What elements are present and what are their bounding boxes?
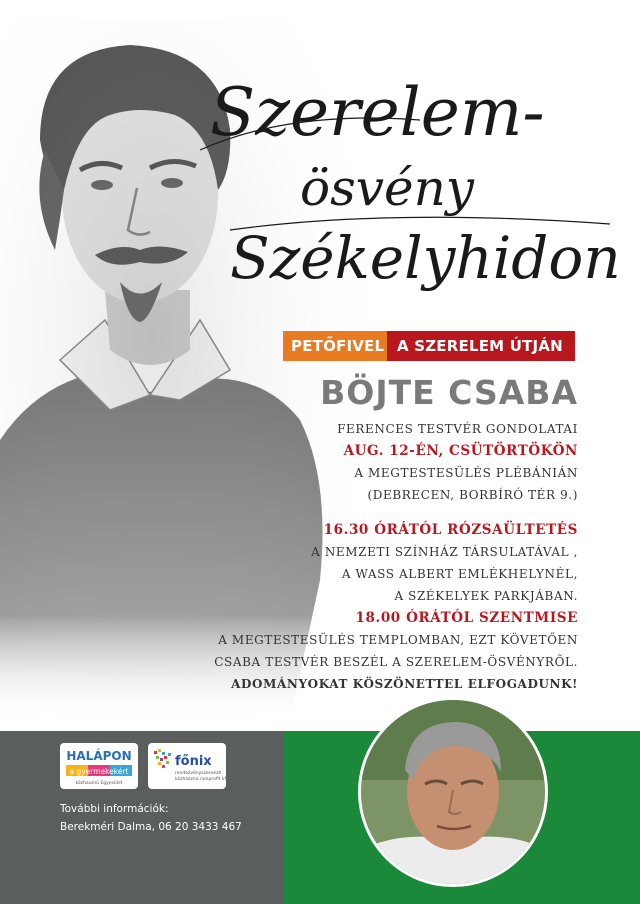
halapon-tag: a gyermekekért	[69, 767, 129, 776]
event2-line2: CSABA TESTVÉR BESZÉL A SZERELEM-ÖSVÉNYRŐL.	[214, 655, 578, 669]
title-line-3: Székelyhidon	[230, 224, 621, 292]
venue: A MEGTESTESÜLÉS PLÉBÁNIÁN	[354, 466, 578, 480]
event1-line3: A SZÉKELYEK PARKJÁBAN.	[394, 589, 578, 603]
tagline-banner	[283, 331, 575, 361]
event-date: AUG. 12-ÉN, CSÜTÖRTÖKÖN	[343, 443, 578, 459]
script-title	[190, 40, 630, 300]
fonix-logo	[148, 743, 226, 789]
title-line-1: Szerelem-	[210, 74, 545, 151]
fonix-sub2: közhasznú nonprofit kft	[175, 777, 226, 782]
contact-info	[60, 800, 242, 836]
event2-title: 18.00 ÓRÁTÓL SZENTMISE	[355, 610, 578, 626]
fonix-name: főnix	[175, 754, 212, 769]
halapon-sub: közhasznú Egyesület	[75, 781, 123, 786]
speaker-name: BÖJTE CSABA	[320, 373, 578, 412]
event2-line1: A MEGTESTESÜLÉS TEMPLOMBAN, EZT KÖVETŐEN	[218, 633, 578, 647]
event1-title: 16.30 ÓRÁTÓL RÓZSAÜLTETÉS	[323, 522, 578, 538]
fonix-dots-icon	[154, 749, 171, 768]
halapon-name: HALÁPON	[66, 749, 132, 763]
speaker-photo	[358, 697, 548, 887]
address: (DEBRECEN, BORBÍRÓ TÉR 9.)	[367, 488, 578, 502]
banner-left: PETŐFIVEL	[283, 331, 387, 361]
contact-person: Berekméri Dalma, 06 20 3433 467	[60, 821, 242, 833]
subtitle: FERENCES TESTVÉR GONDOLATAI	[337, 422, 578, 436]
event1-line1: A NEMZETI SZÍNHÁZ TÁRSULATÁVAL ,	[311, 545, 578, 559]
donation-note: ADOMÁNYOKAT KÖSZÖNETTEL ELFOGADUNK!	[231, 677, 578, 691]
event-details	[198, 418, 578, 695]
event1-line2: A WASS ALBERT EMLÉKHELYNÉL,	[341, 567, 578, 581]
fonix-sub1: rendezvényszervező	[175, 771, 222, 776]
contact-label: További információk:	[60, 803, 169, 815]
title-line-2: ösvény	[300, 159, 475, 217]
halapon-logo	[60, 743, 138, 789]
banner-right: A SZERELEM ÚTJÁN	[387, 331, 575, 361]
